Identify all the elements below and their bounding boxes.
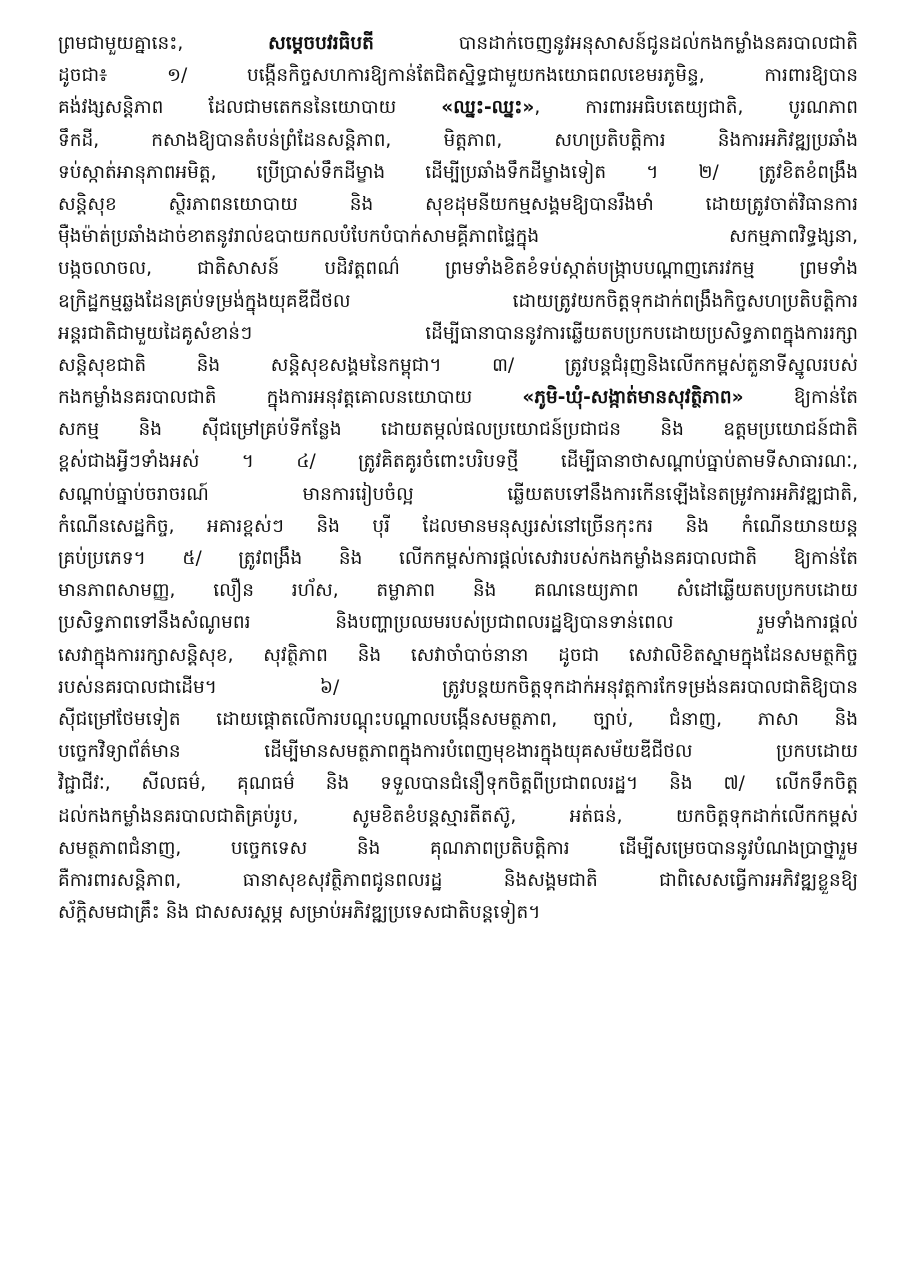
text-segment: បង្កចលាចល, ជាតិសាសន៍ បដិវត្តពណ៌ ព្រមទាំងខិតខំទប់ស្កាត់បង្ក្រាបបណ្តាញភេរវកម្ម ព្រមទាំង (58, 258, 858, 280)
text-segment: របស់នគរបាលជាដើម។ ៦/ ត្រូវបន្តយកចិត្តទុកដាក់អនុវត្តការកែទម្រង់នគរបាលជាតិឱ្យបាន (58, 676, 858, 698)
text-segment: ខ្ពស់ជាងអ្វីៗទាំងអស់ ។ ៤/ ត្រូវគិតគូរចំពោះបរិបទថ្មី ដើម្បីធានាថាសណ្តាប់ធ្នាប់តាមទីសាធារណៈ, (58, 451, 858, 473)
text-segment: ទឹកដី, កសាងឱ្យបានតំបន់ព្រំដែនសន្តិភាព, មិត្តភាព, សហប្រតិបត្តិការ និងការអភិវឌ្ឍប្រឆាំង (58, 129, 858, 151)
text-line (58, 60, 858, 92)
text-line (58, 801, 858, 833)
emphasized-text: សម្តេចបវរធិបតី (268, 33, 374, 54)
text-line (58, 28, 858, 60)
text-line (58, 768, 858, 800)
text-line (58, 607, 858, 639)
text-line (58, 865, 858, 897)
text-line (58, 253, 858, 285)
text-segment: កំណើនសេដ្ឋកិច្ច, អគារខ្ពស់ៗ និង បុរី ដែលមានមនុស្សរស់នៅច្រើនកុះករ និង កំណើនយានយន្ត (58, 515, 858, 537)
text-segment: សមត្ថភាពជំនាញ, បច្ចេកទេស និង គុណភាពប្រតិបត្តិការ ដើម្បីសម្រេចបាននូវបំណងប្រាថ្នារួម (58, 837, 858, 859)
emphasized-text: «ឈ្នះ-ឈ្នះ» (441, 97, 535, 119)
text-segment: ឧក្រិដ្ឋកម្មឆ្លងដែនគ្រប់ទម្រង់ក្នុងយុគឌីជីថល ដោយត្រូវយកចិត្តទុកដាក់ពង្រឹងកិច្ចសហប្រតិបត្តិការ (58, 290, 858, 312)
text-line (58, 157, 858, 189)
text-line (58, 221, 858, 253)
text-segment: ដល់កងកម្លាំងនគរបាលជាតិគ្រប់រូប, សូមខិតខំបន្តស្មារតីតស៊ូ, អត់ធន់, យកចិត្តទុកដាក់លើកកម្ពស់ (58, 805, 858, 827)
text-line (58, 318, 858, 350)
body-paragraph (58, 28, 858, 929)
text-line (58, 511, 858, 543)
text-segment: ទប់ស្កាត់អានុភាពអមិត្ត, ប្រើប្រាស់ទឹកដីម្ខាង ដើម្បីប្រឆាំងទឹកដីម្ខាងទៀត ។ ២/ ត្រូវខិតខំពង្រឹង (58, 161, 858, 183)
text-line (58, 382, 858, 414)
text-segment: សន្តិសុខជាតិ និង សន្តិសុខសង្គមនៃកម្ពុជា។ ៣/ ត្រូវបន្តជំរុញនិងលើកកម្ពស់តួនាទីស្នូលរបស់ (58, 354, 858, 376)
text-line (58, 92, 858, 124)
text-line (58, 575, 858, 607)
text-segment: កងកម្លាំងនគរបាលជាតិ ក្នុងការអនុវត្តគោលនយោបាយ (58, 387, 523, 409)
text-segment: គ្រប់ប្រភេទ។ ៥/ ត្រូវពង្រឹង និង លើកកម្ពស់ការផ្តល់សេវារបស់កងកម្លាំងនគរបាលជាតិ ឱ្យកាន់តែ (58, 548, 858, 569)
text-segment: បានដាក់ចេញនូវអនុសាសន៍ជូនដល់កងកម្លាំងនគរបាលជាតិ (373, 33, 858, 54)
text-segment: ស៊ីជម្រៅថែមទៀត ដោយផ្តោតលើការបណ្តុះបណ្តាលបង្កើនសមត្ថភាព, ច្បាប់, ជំនាញ, ភាសា និង (58, 708, 858, 730)
text-segment: គង់វង្សសន្តិភាព ដែលជាមតេកននៃយោបាយ (58, 97, 442, 119)
text-segment: មានភាពសាមញ្ញ, លឿន រហ័ស, តម្លាភាព និង គណនេយ្យភាព សំដៅឆ្លើយតបប្រកបដោយ (58, 580, 858, 602)
text-line (58, 897, 858, 929)
text-line (58, 446, 858, 478)
document-page (58, 28, 858, 929)
text-line (58, 414, 858, 446)
text-line (58, 286, 858, 318)
text-line (58, 543, 858, 575)
text-line (58, 736, 858, 768)
text-segment: អន្តរជាតិជាមួយដៃគូសំខាន់ៗ ដើម្បីធានាបាននូវការឆ្លើយតបប្រកបដោយប្រសិទ្ធភាពក្នុងការរក្សា (58, 322, 858, 344)
text-segment: សណ្តាប់ធ្នាប់ចរាចរណ៍ មានការរៀបចំល្អ ឆ្លើយតបទៅនឹងការកើនឡើងនៃតម្រូវការអភិវឌ្ឍជាតិ, (58, 483, 858, 505)
emphasized-text: «ភូមិ-ឃុំ-សង្កាត់មានសុវត្ថិភាព» (522, 387, 744, 409)
text-line (58, 833, 858, 865)
text-segment: សេវាក្នុងការរក្សាសន្តិសុខ, សុវត្ថិភាព និង សេវាចាំបាច់នានា ដូចជា សេវាលិខិតស្នាមក្នុងដែនសមត្ថកិច្ច (58, 644, 858, 666)
text-segment: , ការពារអធិបតេយ្យជាតិ, បូរណភាព (534, 97, 858, 119)
text-line (58, 479, 858, 511)
text-segment: ស័ក្តិសមជាគ្រឹះ និង ជាសសរស្តម្ភ សម្រាប់អភិវឌ្ឍប្រទេសជាតិបន្តទៀត។ (58, 902, 541, 924)
text-segment: ដូចជា៖ ១/ បង្កើនកិច្ចសហការឱ្យកាន់តែជិតស្និទ្ធជាមួយកងយោធពលខេមរភូមិន្ទ, ការពារឱ្យបាន (58, 65, 858, 87)
text-segment: ប្រសិទ្ធភាពទៅនឹងសំណូមពរ និងបញ្ហាប្រឈមរបស់ប្រជាពលរដ្ឋឱ្យបានទាន់ពេល រួមទាំងការផ្តល់ (58, 612, 858, 634)
text-segment: ឱ្យកាន់តែ (743, 387, 858, 409)
text-segment: សកម្ម និង ស៊ីជម្រៅគ្រប់ទីកន្លែង ដោយតម្កល់ផលប្រយោជន៍ប្រជាជន និង ឧត្តមប្រយោជន៍ជាតិ (58, 419, 858, 441)
text-segment: បច្ចេកវិទ្យាព័ត៌មាន ដើម្បីមានសមត្ថភាពក្នុងការបំពេញមុខងារក្នុងយុគសម័យឌីជីថល ប្រកបដោយ (58, 741, 858, 763)
text-segment: គឺការពារសន្តិភាព, ធានាសុខសុវត្ថិភាពជូនពលរដ្ឋ និងសង្គមជាតិ ជាពិសេសធ្វើការអភិវឌ្ឍខ្លួនឱ្យ (58, 869, 858, 891)
text-line (58, 189, 858, 221)
text-line (58, 704, 858, 736)
text-line (58, 125, 858, 157)
text-line (58, 640, 858, 672)
text-line (58, 672, 858, 704)
text-segment: ម៉ឺងម៉ាត់ប្រឆាំងដាច់ខាតនូវរាល់ឧបាយកលបំបែកបំបាក់សាមគ្គីភាពផ្ទៃក្នុង សកម្មភាពវិទ្ធង្សនា, (58, 226, 858, 248)
text-line (58, 350, 858, 382)
text-segment: សន្តិសុខ ស្ថិរភាពនយោបាយ និង សុខដុមនីយកម្មសង្គមឱ្យបានរឹងមាំ ដោយត្រូវចាត់វិធានការ (58, 193, 858, 215)
text-segment: វិជ្ជាជីវៈ, សីលធម៌, គុណធម៌ និង ទទួលបានជំនឿទុកចិត្តពីប្រជាពលរដ្ឋ។ និង ៧/ លើកទឹកចិត្ត (58, 773, 858, 795)
text-segment: ព្រមជាមួយគ្នានេះ, (58, 33, 269, 54)
